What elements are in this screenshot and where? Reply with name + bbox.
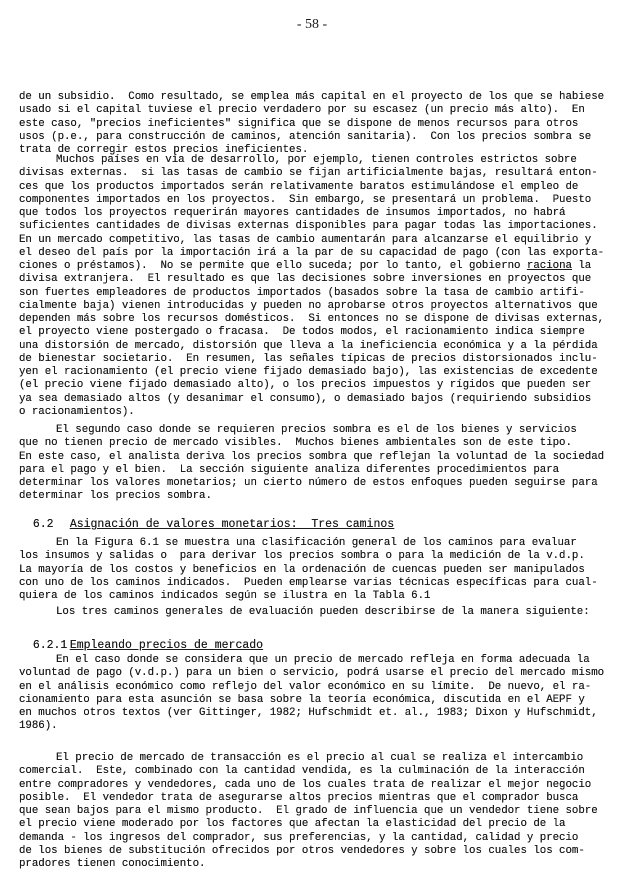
text-line: divisa extranjera. El resultado es que las decisiones sobre inversiones en proyectos que: [19, 273, 592, 286]
paragraph: [19, 752, 609, 871]
text-line: de los bienes de substitución ofrecidos por otros vendedores y sobre los cuales los com-: [19, 844, 585, 857]
text-line: determinar los precios sombra.: [19, 490, 212, 503]
text-line: en el análisis económico como reflejo del valor económico en su límite. De nuevo, el ra-: [19, 680, 592, 693]
text-line: quiera de los caminos indicados según se ilustra en la Tabla 6.1: [19, 590, 431, 602]
text-line: determinar los valores monetarios; un cierto número de estos enfoques pueden seguirse para: [19, 477, 598, 489]
text-line: El precio de mercado de transacción es el precio al cual se realiza el intercambio: [56, 752, 584, 764]
text-line: (el precio viene fijado demasiado alto), o los precios impuestos y rígidos que pueden ser: [19, 379, 592, 392]
text-line: En el caso donde se considera que un precio de mercado refleja en forma adecuada la: [56, 654, 590, 666]
section-title: Empleando precios de mercado: [69, 639, 264, 652]
text-line: voluntad de pago (v.d.p.) para un bien o servicio, podrá usarse el precio del mercado mismo: [19, 667, 605, 680]
section-heading-6-2-1: [19, 626, 263, 652]
text-line: En un mercado competitivo, las tasas de cambio aumentarán para alcanzarse el equilibrio y: [19, 233, 592, 246]
text-line: que no tienen precio de mercado visibles. Muchos bienes ambientales son de este tipo.: [19, 437, 572, 450]
text-line: ces que los productos importados serán relativamente baratos estimulándose el empleo de: [19, 180, 579, 193]
page-number: - 58 -: [296, 17, 328, 32]
text-line: con uno de los caminos indicados. Pueden emplearse varias técnicas específicas para cual-: [19, 576, 598, 589]
paragraph: [19, 606, 609, 619]
text-line: En la Figura 6.1 se muestra una clasificación general de los caminos para evaluar: [56, 537, 577, 549]
paragraph: [19, 654, 609, 734]
text-line: yen el racionamiento (el precio viene fijado demasiado bajo), las existencias de excedente: [19, 366, 598, 378]
text-line: este caso, "precios ineficientes" significa que se dispone de menos recursos para otros: [19, 117, 579, 130]
text-line: el deseo del país por la importación irá a la par de su capacidad de pago (con las exporta-: [19, 246, 605, 259]
text-line: que todos los proyectos requerirán mayores cantidades de insumos importados, no habrá: [19, 207, 566, 219]
text-line: usos (p.e., para construcción de caminos, atención sanitaria). Con los precios sombra se: [19, 130, 592, 143]
text-line: componentes importados en los proyectos. Sin embargo, se presentará un problema. Puesto: [19, 193, 592, 206]
text-line: comercial. Este, combinado con la cantidad vendida, es la culminación de la interacción: [19, 765, 585, 778]
text-line: el proyecto viene postergado o fracasa. De todos modos, el racionamiento indica siempre: [19, 326, 585, 339]
section-title: Asignación de valores monetarios: Tres caminos: [69, 518, 395, 531]
text-line: pradores tienen conocimiento.: [19, 858, 206, 870]
text-line: [19, 260, 609, 273]
text-line: El segundo caso donde se requieren precios sombra es el de los bienes y servicios: [56, 424, 577, 436]
text-line: trata de corregir estos precios ineficientes.: [19, 144, 309, 156]
text-line: En este caso, el analista deriva los precios sombra que reflejan la voluntad de la sociedad: [19, 450, 605, 463]
underlined-word: raciona: [526, 260, 572, 272]
section-heading-6-2: [19, 505, 394, 531]
text-line: el precio viene moderado por los factores que afectan la elasticidad del precio de la: [19, 818, 566, 831]
text-line: de bienestar societario. En resumen, las señales típicas de precios distorsionados inclu-: [19, 352, 598, 365]
text-line: 1986).: [19, 720, 58, 733]
text-line: suficientes cantidades de divisas externas disponibles para pagar todas las importaciones.: [19, 220, 598, 233]
paragraph: [19, 91, 609, 157]
text-line: entre compradores y vendedores, cada uno de los cuales trata de realizar el mejor negocio: [19, 778, 592, 791]
paragraph: [19, 424, 609, 504]
text-line: divisas externas. si las tasas de cambio se fijan artificialmente bajas, resultará enton-: [19, 167, 598, 180]
text-line: de un subsidio. Como resultado, se emplea más capital en el proyecto de los que se habiese: [19, 91, 605, 103]
text-line: cionamiento para esta asunción se basa sobre la teoría económica, discutida en el AEPF y: [19, 693, 585, 706]
text-line: usado si el capital tuviese el precio verdadero por su escasez (un precio más alto). En: [19, 104, 585, 117]
paragraph: [19, 537, 609, 603]
text-line: o racionamientos).: [19, 405, 135, 418]
text-line: posible. El vendedor trata de asegurarse altos precios mientras que el comprador busca: [19, 791, 579, 804]
text-line: una distorsión de mercado, distorsión que lleva a la ineficiencia económica y a la pérdida: [19, 339, 598, 352]
text-line: demanda - los ingresos del comprador, sus preferencias, y la cantidad, calidad y precio: [19, 831, 579, 844]
text-line: Muchos países en vía de desarrollo, por ejemplo, tienen controles estrictos sobre: [56, 154, 577, 166]
text-line: dependen más sobre los recursos domésticos. Si entonces no se dispone de divisas externas,: [19, 313, 605, 325]
text-line: Los tres caminos generales de evaluación pueden describirse de la manera siguiente:: [56, 606, 590, 618]
section-number: 6.2.1: [32, 639, 68, 652]
text-line: son fuertes empleadores de productos importados (basados sobre la tasa de cambio artifi-: [19, 286, 585, 299]
text-line: que sean bajos para el mismo producto. El grado de influencia que un vendedor tiene sobre: [19, 805, 598, 817]
text-segment: la: [571, 260, 592, 272]
paragraph: [19, 154, 609, 419]
text-line: cialmente baja) vienen introducidas y pueden no aprobarse otros proyectos alternativos que: [19, 299, 598, 312]
section-number: 6.2: [32, 518, 54, 531]
text-line: ya sea demasiado altos (y desanimar el consumo), o demasiado bajos (requiriendo subsidios: [19, 392, 592, 405]
text-segment: ciones o préstamos). No se permite que ello suceda; por lo tanto, el gobierno: [19, 260, 527, 272]
text-line: para el pago y el bien. La sección siguiente analiza diferentes procedimientos para: [19, 463, 560, 476]
text-line: los insumos y salidas o para derivar los precios sombra o para la medición de la v.d.p.: [19, 550, 585, 563]
text-line: en muchos otros textos (ver Gittinger, 1982; Hufschmidt et. al., 1983; Dixon y Hufschmidt,: [19, 707, 598, 719]
text-line: La mayoría de los costos y beneficios en la ordenación de cuencas pueden ser manipulados: [19, 563, 585, 576]
